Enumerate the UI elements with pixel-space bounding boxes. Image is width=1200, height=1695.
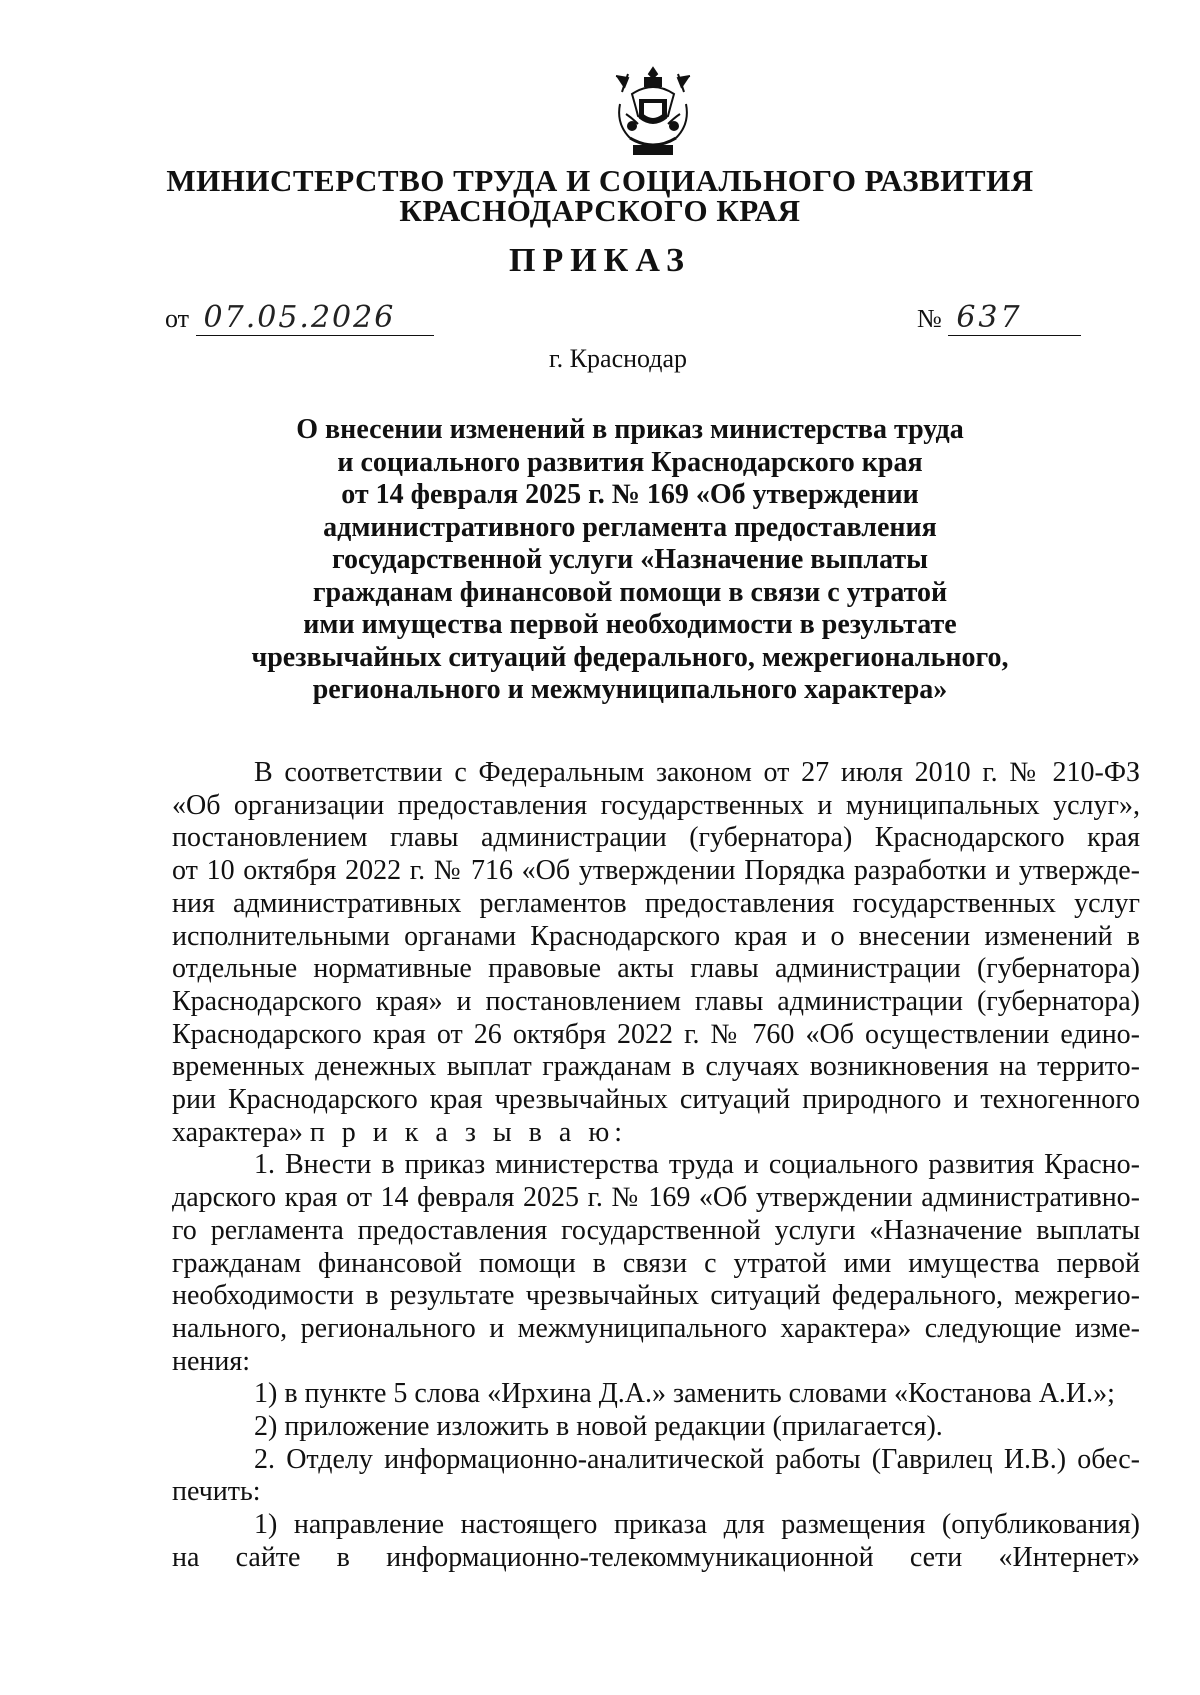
- number-prefix: №: [917, 304, 942, 333]
- body-line: го регламента предоставления государственной услуги «Назначение выплаты: [172, 1214, 1140, 1246]
- body-line-text: характера»: [172, 1116, 303, 1148]
- title-line: административного регламента предоставления: [323, 511, 937, 543]
- body-line: 2. Отделу информационно-аналитической работы (Гаврилец И.В.) обес-: [254, 1443, 1140, 1475]
- body-line: отдельные нормативные правовые акты главы администрации (губернатора): [172, 953, 1140, 985]
- date-field: [165, 300, 434, 336]
- body-line: на сайте в информационно-телекоммуникационной сети «Интернет»: [172, 1541, 1140, 1573]
- body-line: В соответствии с Федеральным законом от 27 июля 2010 г. № 210-ФЗ: [254, 757, 1140, 788]
- body-line: от 10 октября 2022 г. № 716 «Об утверждении Порядка разработки и утвержде-: [172, 855, 1140, 887]
- body-line: нения:: [172, 1345, 251, 1377]
- ministry-name-line2: КРАСНОДАРСКОГО КРАЯ: [399, 193, 801, 228]
- body-line: постановлением главы администрации (губернатора) Краснодарского края: [172, 822, 1140, 854]
- title-line: гражданам финансовой помощи в связи с утратой: [312, 576, 948, 608]
- body-line: ния административных регламентов предоставления государственных услуг: [172, 887, 1140, 919]
- body-line: печить:: [172, 1476, 261, 1508]
- body-line: дарского края от 14 февраля 2025 г. № 169 «Об утверждении административно-: [172, 1182, 1140, 1214]
- title-line: государственной услуги «Назначение выплаты: [332, 544, 928, 575]
- body-line: 1) в пункте 5 слова «Ирхина Д.А.» заменить словами «Костанова А.И.»;: [254, 1378, 1115, 1410]
- body-line: исполнительными органами Краснодарского края и о внесении изменений в: [172, 920, 1140, 952]
- body-line: нального, регионального и межмуниципального характера» следующие изме-: [172, 1312, 1140, 1344]
- title-line: и социального развития Краснодарского края: [337, 446, 923, 478]
- date-prefix: от: [165, 304, 190, 333]
- body-line: «Об организации предоставления государственных и муниципальных услуг»,: [172, 789, 1140, 821]
- body-line: временных денежных выплат гражданам в случаях возникновения на террито-: [172, 1051, 1140, 1083]
- body-line: 1) направление настоящего приказа для размещения (опубликования): [254, 1509, 1140, 1541]
- handwritten-number: 637: [948, 300, 1081, 336]
- document-body: [172, 757, 1140, 1575]
- title-line: О внесении изменений в приказ министерства труда: [296, 414, 964, 445]
- body-line: рии Краснодарского края чрезвычайных ситуаций природного и техногенного: [172, 1084, 1140, 1116]
- title-line: регионального и межмуниципального характера»: [312, 674, 948, 705]
- handwritten-date: 07.05.2026: [196, 300, 434, 336]
- ministry-name-line1: МИНИСТЕРСТВО ТРУДА И СОЦИАЛЬНОГО РАЗВИТИЯ: [166, 163, 1034, 198]
- body-line: Краснодарского края от 26 октября 2022 г. № 760 «Об осуществлении едино-: [172, 1018, 1140, 1050]
- body-line: необходимости в результате чрезвычайных ситуаций федерального, межрегио-: [172, 1280, 1140, 1312]
- body-line: 2) приложение изложить в новой редакции (прилагается).: [254, 1411, 943, 1443]
- body-line: гражданам финансовой помощи в связи с утратой ими имущества первой: [172, 1247, 1140, 1279]
- city-line: г. Краснодар: [548, 344, 688, 373]
- body-line: Краснодарского края» и постановлением главы администрации (губернатора): [172, 985, 1140, 1017]
- title-line: от 14 февраля 2025 г. № 169 «Об утверждении: [341, 479, 919, 510]
- title-line: ими имущества первой необходимости в результате: [303, 609, 957, 640]
- directive-word: п р и к а з ы в а ю:: [309, 1116, 628, 1148]
- document-title: [200, 414, 1060, 707]
- number-field: [917, 300, 1081, 336]
- coat-of-arms-icon: [612, 64, 694, 162]
- document-type: ПРИКАЗ: [509, 242, 691, 279]
- body-line: 1. Внести в приказ министерства труда и социального развития Красно-: [254, 1149, 1140, 1181]
- title-line: чрезвычайных ситуаций федерального, межрегионального,: [251, 641, 1009, 673]
- body-line: [172, 1117, 1140, 1150]
